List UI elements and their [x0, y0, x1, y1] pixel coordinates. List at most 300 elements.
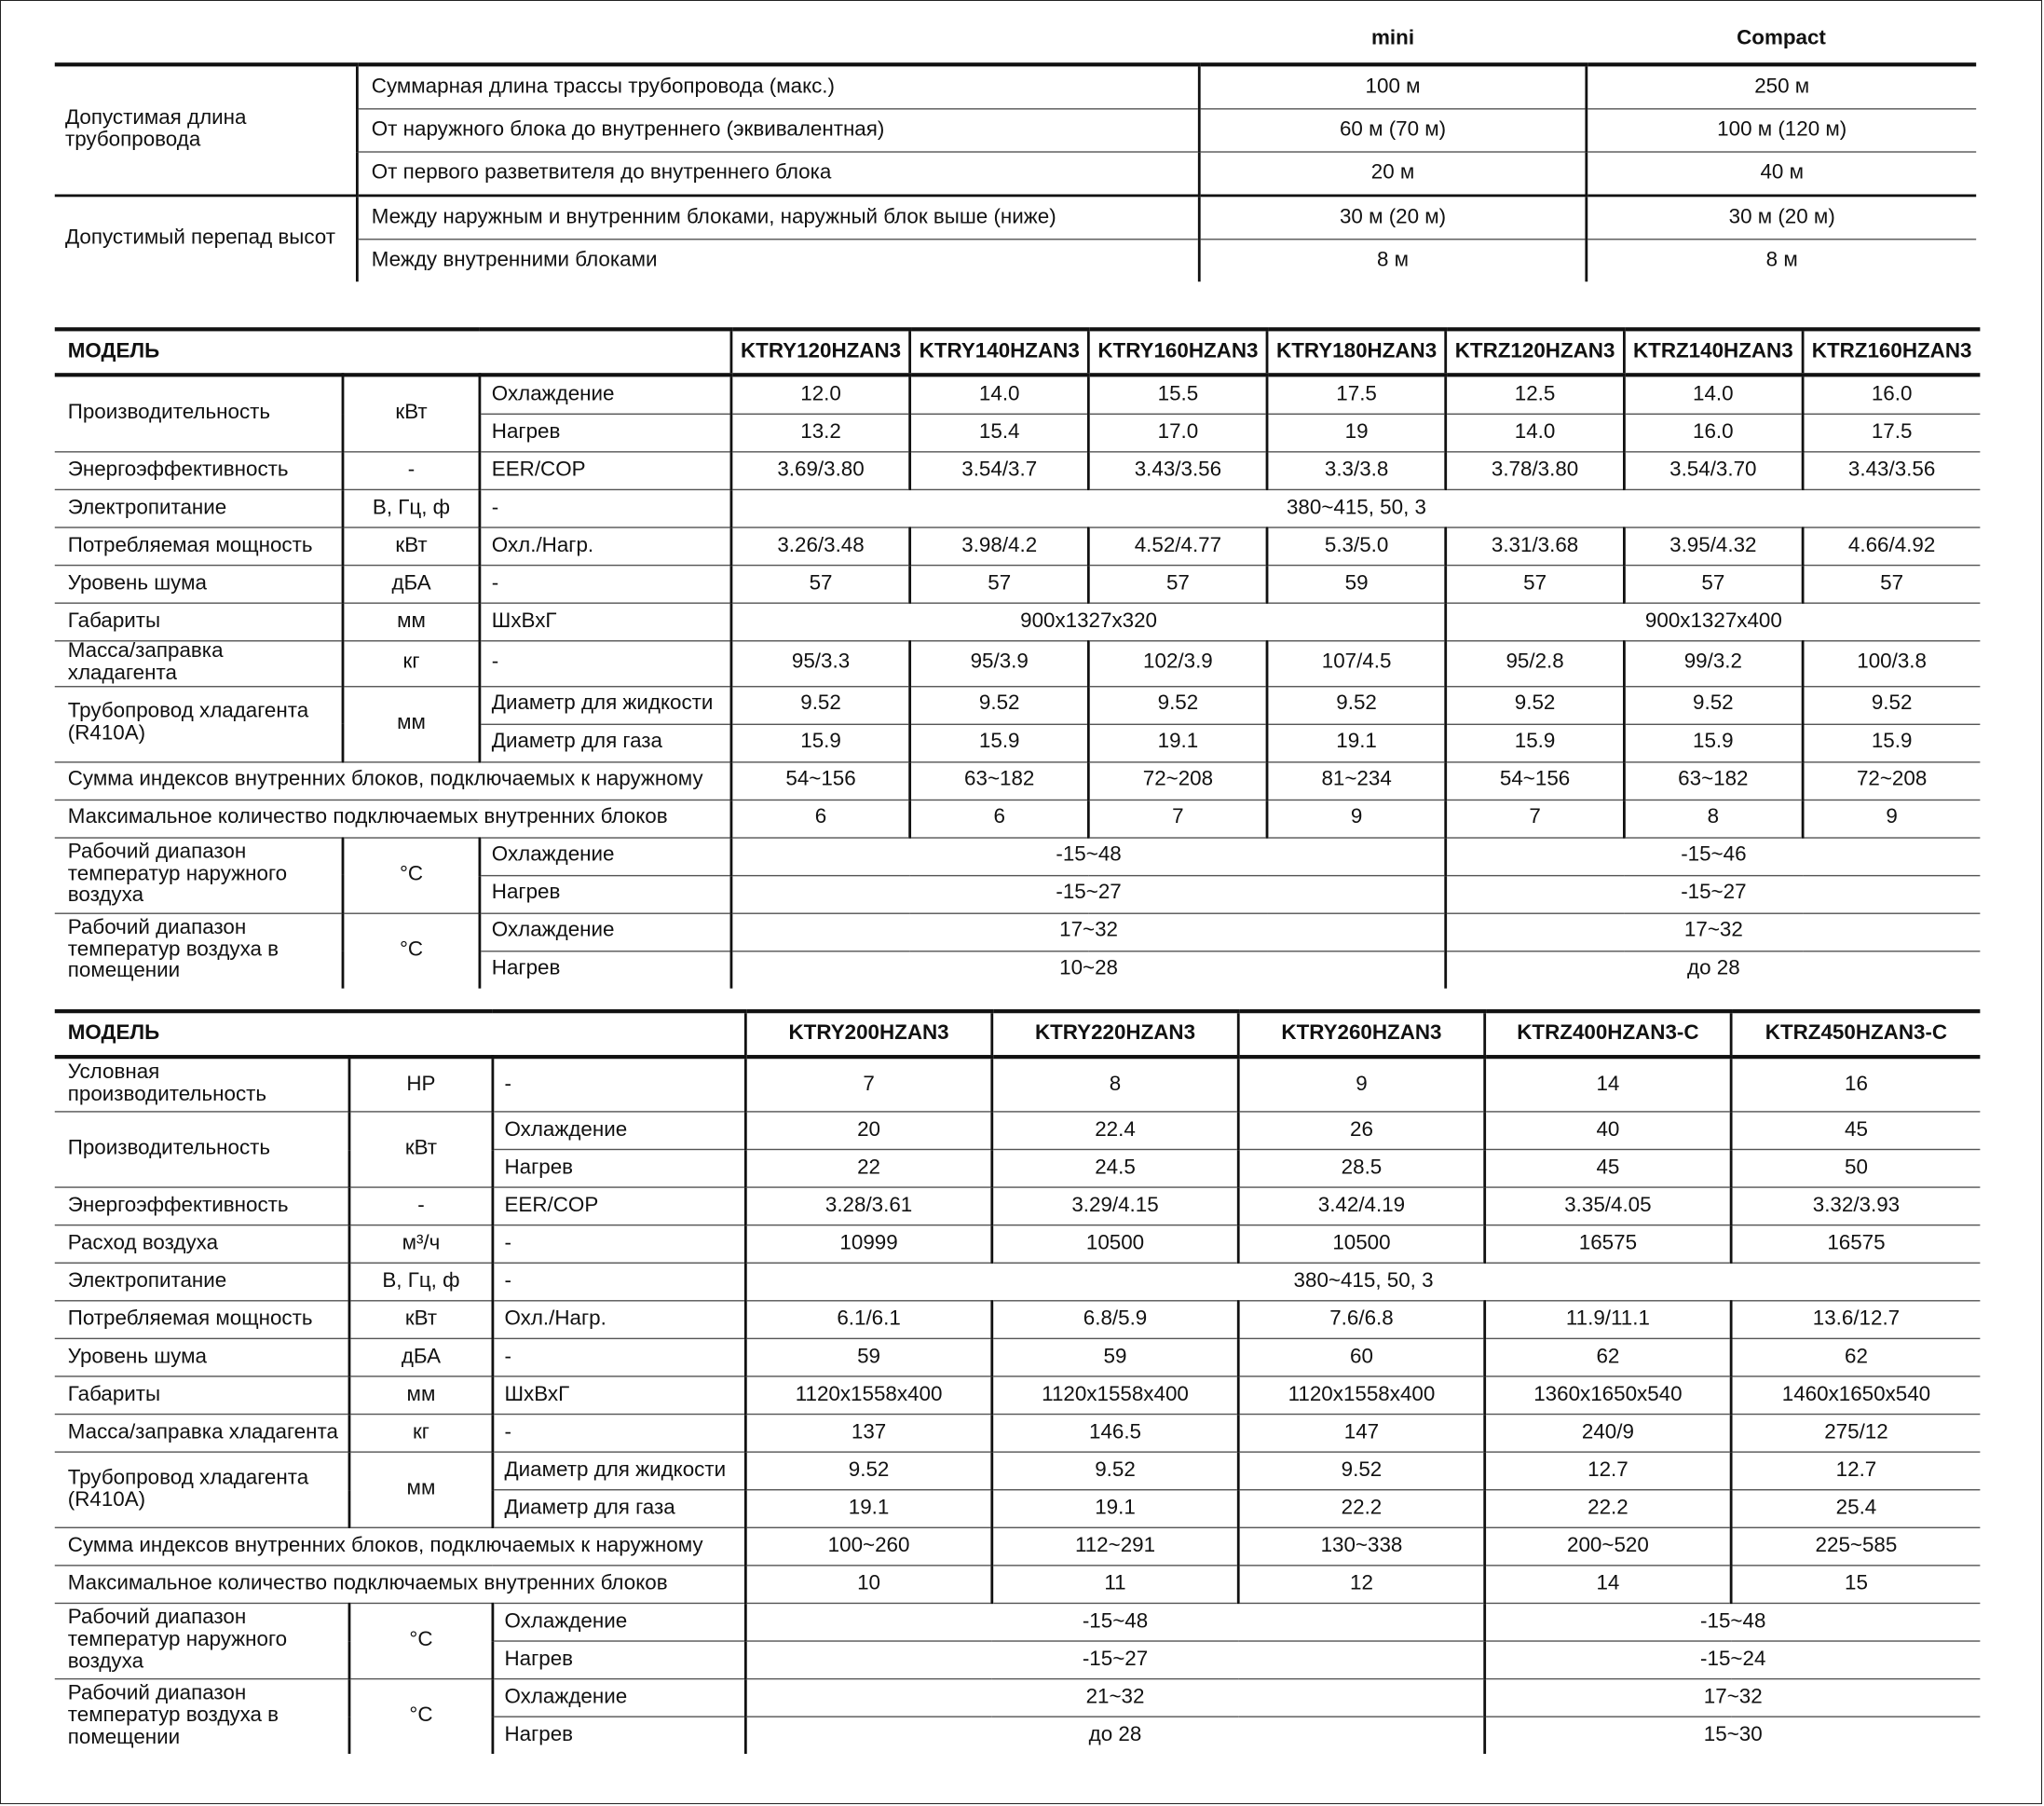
row-name: Уровень шума	[55, 1338, 349, 1376]
value-cell: 1120x1558x400	[992, 1376, 1238, 1415]
value-cell: 10500	[1238, 1225, 1484, 1264]
value-cell: до 28	[1446, 951, 1980, 988]
value-cell: 3.95/4.32	[1624, 527, 1802, 566]
range-header-empty	[55, 16, 358, 64]
value-cell: 95/3.3	[731, 641, 910, 686]
range-row-label: От первого разветвителя до внутреннего блока	[357, 152, 1199, 196]
value-cell: 17.5	[1267, 375, 1446, 414]
spec-row	[55, 1338, 1981, 1376]
value-cell: 26	[1238, 1112, 1484, 1150]
value-cell: 3.32/3.93	[1731, 1187, 1980, 1225]
range-group-label: Допустимый перепад высот	[64, 226, 336, 250]
value-cell: 4.66/4.92	[1802, 527, 1980, 566]
range-group-label: Допустимая длина трубопровода	[55, 64, 358, 196]
value-cell: 15.9	[731, 724, 910, 762]
value-cell: 16575	[1731, 1225, 1980, 1264]
value-cell: 10~28	[731, 951, 1446, 988]
value-cell: 14.0	[1446, 414, 1624, 452]
header-compact: Compact	[1587, 16, 1976, 64]
value-cell: 22.2	[1238, 1490, 1484, 1528]
value-cell: 16	[1731, 1057, 1980, 1112]
header-mini: mini	[1199, 16, 1587, 64]
row-sub: -	[480, 489, 731, 527]
value-cell: 3.28/3.61	[745, 1187, 991, 1225]
row-sub: -	[493, 1415, 745, 1453]
value-cell: 7	[745, 1057, 991, 1112]
value-cell: 900x1327x320	[731, 603, 1446, 641]
value-cell: 3.54/3.70	[1624, 452, 1802, 490]
value-cell: 72~208	[1089, 761, 1268, 800]
spec-row	[55, 1225, 1981, 1264]
range-row	[55, 196, 1976, 239]
value-cell: 12.7	[1485, 1452, 1731, 1490]
spec-row	[55, 1057, 1981, 1112]
spec-row	[55, 1527, 1981, 1566]
row-unit: °C	[349, 1603, 493, 1678]
model-name: KTRY200HZAN3	[745, 1011, 991, 1057]
model-name: KTRY260HZAN3	[1238, 1011, 1484, 1057]
model-name: KTRY220HZAN3	[992, 1011, 1238, 1057]
spec-row	[55, 837, 1981, 875]
row-name: Потребляемая мощность	[55, 1301, 349, 1339]
model-name: KTRZ140HZAN3	[1624, 329, 1802, 375]
row-name: Производительность	[55, 375, 343, 452]
row-sub: -	[493, 1263, 745, 1301]
value-cell: 112~291	[992, 1527, 1238, 1566]
value-cell: 22.4	[992, 1112, 1238, 1150]
value-cell: 99/3.2	[1624, 641, 1802, 686]
model-name: KTRZ120HZAN3	[1446, 329, 1624, 375]
row-name: Рабочий диапазон температур наружного воздуха	[55, 1603, 349, 1678]
range-row	[55, 64, 1976, 109]
row-name: Энергоэффективность	[55, 452, 343, 490]
spec-row	[55, 641, 1981, 686]
value-cell: 45	[1731, 1112, 1980, 1150]
model-header-row	[55, 329, 1981, 375]
spec-row	[55, 1187, 1981, 1225]
value-cell: 9.52	[1446, 686, 1624, 724]
value-cell: 19.1	[745, 1490, 991, 1528]
row-sub: Охлаждение	[480, 913, 731, 951]
value-cell: 14.0	[910, 375, 1089, 414]
row-sub: Нагрев	[480, 414, 731, 452]
range-cell: 100 м	[1199, 64, 1587, 109]
row-sub: Охл./Нагр.	[493, 1301, 745, 1339]
value-cell: 15.9	[1624, 724, 1802, 762]
value-cell: 100~260	[745, 1527, 991, 1566]
value-cell: 95/2.8	[1446, 641, 1624, 686]
value-cell: 95/3.9	[910, 641, 1089, 686]
value-cell: 6.1/6.1	[745, 1301, 991, 1339]
row-sub: -	[493, 1057, 745, 1112]
row-sub: Диаметр для газа	[493, 1490, 745, 1528]
value-cell: 3.29/4.15	[992, 1187, 1238, 1225]
value-cell: 17~32	[1485, 1679, 1981, 1717]
spec-row	[55, 761, 1981, 800]
value-cell: 62	[1731, 1338, 1980, 1376]
row-sub: -	[493, 1225, 745, 1264]
row-sub: -	[493, 1338, 745, 1376]
row-sub: Диаметр для жидкости	[480, 686, 731, 724]
row-unit: мм	[343, 603, 480, 641]
value-cell: 3.3/3.8	[1267, 452, 1446, 490]
value-cell: 60	[1238, 1338, 1484, 1376]
row-name: Рабочий диапазон температур воздуха в помещении	[67, 916, 279, 983]
value-cell: 17~32	[1446, 913, 1980, 951]
value-cell: 15.4	[910, 414, 1089, 452]
row-name: Максимальное количество подключаемых внутренних блоков	[55, 1566, 746, 1604]
row-name: Расход воздуха	[55, 1225, 349, 1264]
value-cell: 4.52/4.77	[1089, 527, 1268, 566]
value-cell: -15~27	[1446, 875, 1980, 913]
value-cell: 15.9	[1802, 724, 1980, 762]
range-header-empty	[357, 16, 1199, 64]
range-header-row	[55, 16, 1976, 64]
row-sub: Охлаждение	[480, 375, 731, 414]
row-name: Сумма индексов внутренних блоков, подключаемых к наружному	[55, 761, 731, 800]
spec-row	[55, 452, 1981, 490]
row-unit: °C	[343, 913, 480, 988]
value-cell: 1360x1650x540	[1485, 1376, 1731, 1415]
value-cell: 9.52	[1267, 686, 1446, 724]
row-sub: Охлаждение	[493, 1112, 745, 1150]
value-cell: 9.52	[992, 1452, 1238, 1490]
row-sub: Охлаждение	[493, 1679, 745, 1717]
value-cell: 275/12	[1731, 1415, 1980, 1453]
value-cell: 17.5	[1802, 414, 1980, 452]
value-cell: 9.52	[731, 686, 910, 724]
row-name: Рабочий диапазон температур воздуха в помещении	[67, 1682, 279, 1749]
value-cell: 15	[1731, 1566, 1980, 1604]
range-cell: 60 м (70 м)	[1199, 109, 1587, 152]
value-cell: 9	[1238, 1057, 1484, 1112]
spec-row	[55, 1603, 1981, 1641]
row-unit: кг	[349, 1415, 493, 1453]
value-cell: 20	[745, 1112, 991, 1150]
spec-row	[55, 1263, 1981, 1301]
value-cell: 7	[1446, 800, 1624, 838]
model-name: KTRY120HZAN3	[731, 329, 910, 375]
value-cell: 15.9	[910, 724, 1089, 762]
row-unit: мм	[343, 686, 480, 761]
value-cell: 13.2	[731, 414, 910, 452]
value-cell: 3.43/3.56	[1089, 452, 1268, 490]
value-cell: 10999	[745, 1225, 991, 1264]
value-cell: 19.1	[992, 1490, 1238, 1528]
value-cell: 7.6/6.8	[1238, 1301, 1484, 1339]
range-cell: 100 м (120 м)	[1587, 109, 1976, 152]
value-cell: 22	[745, 1149, 991, 1187]
value-cell: 14	[1485, 1057, 1731, 1112]
value-cell: 11.9/11.1	[1485, 1301, 1731, 1339]
value-cell: 16.0	[1624, 414, 1802, 452]
value-cell: 9	[1802, 800, 1980, 838]
value-cell: -15~27	[731, 875, 1446, 913]
row-unit: -	[349, 1187, 493, 1225]
row-name: Производительность	[55, 1112, 349, 1187]
value-cell: 1460x1650x540	[1731, 1376, 1980, 1415]
spec-row	[55, 1415, 1981, 1453]
row-sub: Охлаждение	[493, 1603, 745, 1641]
spec-row	[55, 1679, 1981, 1717]
value-cell: -15~24	[1485, 1641, 1981, 1679]
value-cell: 12	[1238, 1566, 1484, 1604]
value-cell: 9.52	[1089, 686, 1268, 724]
range-row-label: Суммарная длина трассы трубопровода (макс.)	[357, 64, 1199, 109]
value-cell: 9.52	[1624, 686, 1802, 724]
value-cell: 15~30	[1485, 1717, 1981, 1754]
value-cell: 6	[731, 800, 910, 838]
row-name: Энергоэффективность	[55, 1187, 349, 1225]
row-name: Потребляемая мощность	[55, 527, 343, 566]
value-cell: 9	[1267, 800, 1446, 838]
range-cell: 40 м	[1587, 152, 1976, 196]
value-cell: 3.43/3.56	[1802, 452, 1980, 490]
row-unit: °C	[349, 1679, 493, 1754]
row-name: Трубопровод хладагента (R410A)	[55, 1452, 349, 1527]
row-sub: Нагрев	[493, 1641, 745, 1679]
value-cell: 59	[1267, 566, 1446, 604]
model-name: KTRY140HZAN3	[910, 329, 1089, 375]
value-cell: 380~415, 50, 3	[745, 1263, 1980, 1301]
value-cell: -15~48	[745, 1603, 1484, 1641]
row-name: Масса/заправка хладагента	[55, 1415, 349, 1453]
value-cell: 200~520	[1485, 1527, 1731, 1566]
value-cell: 146.5	[992, 1415, 1238, 1453]
spec-row	[55, 566, 1981, 604]
row-sub: Нагрев	[480, 951, 731, 988]
value-cell: 57	[1089, 566, 1268, 604]
value-cell: 63~182	[1624, 761, 1802, 800]
value-cell: 1120x1558x400	[745, 1376, 991, 1415]
row-sub: EER/COP	[480, 452, 731, 490]
spec-row	[55, 1566, 1981, 1604]
value-cell: 900x1327x400	[1446, 603, 1980, 641]
value-cell: 54~156	[1446, 761, 1624, 800]
spec-row	[55, 913, 1981, 951]
row-name: Рабочий диапазон температур наружного воздуха	[55, 837, 343, 912]
value-cell: 16575	[1485, 1225, 1731, 1264]
value-cell: 8	[1624, 800, 1802, 838]
value-cell: 81~234	[1267, 761, 1446, 800]
value-cell: 6.8/5.9	[992, 1301, 1238, 1339]
value-cell: 137	[745, 1415, 991, 1453]
value-cell: 19.1	[1267, 724, 1446, 762]
spec-table-b	[55, 1009, 1981, 1754]
value-cell: 130~338	[1238, 1527, 1484, 1566]
value-cell: 10500	[992, 1225, 1238, 1264]
row-unit: дБА	[343, 566, 480, 604]
row-unit: кВт	[343, 527, 480, 566]
model-label: МОДЕЛЬ	[55, 329, 731, 375]
value-cell: -15~48	[1485, 1603, 1981, 1641]
value-cell: 15.5	[1089, 375, 1268, 414]
value-cell: 57	[1624, 566, 1802, 604]
spec-row	[55, 1112, 1981, 1150]
row-sub: ШхВхГ	[493, 1376, 745, 1415]
value-cell: 8	[992, 1057, 1238, 1112]
row-name: Электропитание	[55, 1263, 349, 1301]
value-cell: 12.5	[1446, 375, 1624, 414]
value-cell: 7	[1089, 800, 1268, 838]
spec-row	[55, 527, 1981, 566]
row-sub: Диаметр для газа	[480, 724, 731, 762]
row-name: Габариты	[55, 603, 343, 641]
value-cell: 19	[1267, 414, 1446, 452]
value-cell: 63~182	[910, 761, 1089, 800]
range-cell: 30 м (20 м)	[1199, 196, 1587, 239]
row-sub: -	[480, 641, 731, 686]
value-cell: 12.0	[731, 375, 910, 414]
value-cell: 14.0	[1624, 375, 1802, 414]
value-cell: 102/3.9	[1089, 641, 1268, 686]
row-sub: ШхВхГ	[480, 603, 731, 641]
row-sub: Охл./Нагр.	[480, 527, 731, 566]
value-cell: 57	[1802, 566, 1980, 604]
value-cell: 28.5	[1238, 1149, 1484, 1187]
row-unit: дБА	[349, 1338, 493, 1376]
row-name: Максимальное количество подключаемых внутренних блоков	[55, 800, 731, 838]
range-row-label: Между наружным и внутренним блоками, наружный блок выше (ниже)	[357, 196, 1199, 239]
value-cell: -15~46	[1446, 837, 1980, 875]
range-cell: 250 м	[1587, 64, 1976, 109]
range-cell: 20 м	[1199, 152, 1587, 196]
row-sub: Нагрев	[480, 875, 731, 913]
value-cell: 13.6/12.7	[1731, 1301, 1980, 1339]
model-name: KTRY160HZAN3	[1089, 329, 1268, 375]
value-cell: 9.52	[910, 686, 1089, 724]
value-cell: 54~156	[731, 761, 910, 800]
row-name: Условная производительность	[55, 1057, 349, 1112]
value-cell: 14	[1485, 1566, 1731, 1604]
value-cell: 5.3/5.0	[1267, 527, 1446, 566]
value-cell: 3.35/4.05	[1485, 1187, 1731, 1225]
spec-row	[55, 1301, 1981, 1339]
value-cell: 16.0	[1802, 375, 1980, 414]
row-unit: мм	[349, 1452, 493, 1527]
value-cell: 3.98/4.2	[910, 527, 1089, 566]
value-cell: 40	[1485, 1112, 1731, 1150]
value-cell: -15~27	[745, 1641, 1484, 1679]
value-cell: 15.9	[1446, 724, 1624, 762]
value-cell: 3.42/4.19	[1238, 1187, 1484, 1225]
row-unit: м³/ч	[349, 1225, 493, 1264]
range-row-label: Между внутренними блоками	[357, 239, 1199, 281]
row-name: Габариты	[55, 1376, 349, 1415]
value-cell: 3.69/3.80	[731, 452, 910, 490]
model-name: KTRZ400HZAN3-C	[1485, 1011, 1731, 1057]
value-cell: 17.0	[1089, 414, 1268, 452]
model-header-row	[55, 1011, 1981, 1057]
row-unit: В, Гц, ф	[349, 1263, 493, 1301]
row-name: Трубопровод хладагента (R410A)	[55, 686, 343, 761]
value-cell: 25.4	[1731, 1490, 1980, 1528]
value-cell: 107/4.5	[1267, 641, 1446, 686]
value-cell: 9.52	[745, 1452, 991, 1490]
row-unit: кг	[343, 641, 480, 686]
range-cell: 30 м (20 м)	[1587, 196, 1976, 239]
spec-row	[55, 800, 1981, 838]
value-cell: 240/9	[1485, 1415, 1731, 1453]
value-cell: 57	[731, 566, 910, 604]
value-cell: 72~208	[1802, 761, 1980, 800]
model-name: KTRY180HZAN3	[1267, 329, 1446, 375]
value-cell: 17~32	[731, 913, 1446, 951]
row-sub: Охлаждение	[480, 837, 731, 875]
row-name: Сумма индексов внутренних блоков, подключаемых к наружному	[55, 1527, 746, 1566]
value-cell: 45	[1485, 1149, 1731, 1187]
value-cell: 22.2	[1485, 1490, 1731, 1528]
value-cell: 380~415, 50, 3	[731, 489, 1980, 527]
row-unit: кВт	[349, 1112, 493, 1187]
spec-row	[55, 1452, 1981, 1490]
model-name: KTRZ160HZAN3	[1802, 329, 1980, 375]
value-cell: 24.5	[992, 1149, 1238, 1187]
value-cell: 59	[745, 1338, 991, 1376]
row-name: Электропитание	[55, 489, 343, 527]
row-sub: EER/COP	[493, 1187, 745, 1225]
value-cell: 3.78/3.80	[1446, 452, 1624, 490]
model-label: МОДЕЛЬ	[55, 1011, 746, 1057]
value-cell: 57	[1446, 566, 1624, 604]
row-sub: -	[480, 566, 731, 604]
value-cell: 50	[1731, 1149, 1980, 1187]
row-sub: Нагрев	[493, 1717, 745, 1754]
value-cell: 21~32	[745, 1679, 1484, 1717]
row-unit: -	[343, 452, 480, 490]
value-cell: 57	[910, 566, 1089, 604]
value-cell: 3.31/3.68	[1446, 527, 1624, 566]
spec-row	[55, 1376, 1981, 1415]
value-cell: 100/3.8	[1802, 641, 1980, 686]
spec-row	[55, 686, 1981, 724]
value-cell: 6	[910, 800, 1089, 838]
range-row-label: От наружного блока до внутреннего (эквивалентная)	[357, 109, 1199, 152]
row-unit: В, Гц, ф	[343, 489, 480, 527]
row-unit: °C	[343, 837, 480, 912]
row-unit: HP	[349, 1057, 493, 1112]
model-name: KTRZ450HZAN3-C	[1731, 1011, 1980, 1057]
row-unit: кВт	[343, 375, 480, 452]
range-cell: 8 м	[1587, 239, 1976, 281]
value-cell: 19.1	[1089, 724, 1268, 762]
value-cell: 62	[1485, 1338, 1731, 1376]
row-sub: Диаметр для жидкости	[493, 1452, 745, 1490]
value-cell: 10	[745, 1566, 991, 1604]
piping-range-table	[55, 16, 1976, 281]
value-cell: -15~48	[731, 837, 1446, 875]
value-cell: 1120x1558x400	[1238, 1376, 1484, 1415]
row-unit: мм	[349, 1376, 493, 1415]
row-unit: кВт	[349, 1301, 493, 1339]
value-cell: 9.52	[1238, 1452, 1484, 1490]
spec-row	[55, 489, 1981, 527]
row-name: Уровень шума	[55, 566, 343, 604]
spec-row	[55, 375, 1981, 414]
value-cell: 59	[992, 1338, 1238, 1376]
value-cell: до 28	[745, 1717, 1484, 1754]
value-cell: 225~585	[1731, 1527, 1980, 1566]
range-cell: 8 м	[1199, 239, 1587, 281]
spec-table-a	[55, 327, 1981, 988]
value-cell: 3.26/3.48	[731, 527, 910, 566]
value-cell: 12.7	[1731, 1452, 1980, 1490]
spec-row	[55, 603, 1981, 641]
value-cell: 11	[992, 1566, 1238, 1604]
row-sub: Нагрев	[493, 1149, 745, 1187]
row-name: Масса/заправка хладагента	[55, 641, 343, 686]
value-cell: 3.54/3.7	[910, 452, 1089, 490]
